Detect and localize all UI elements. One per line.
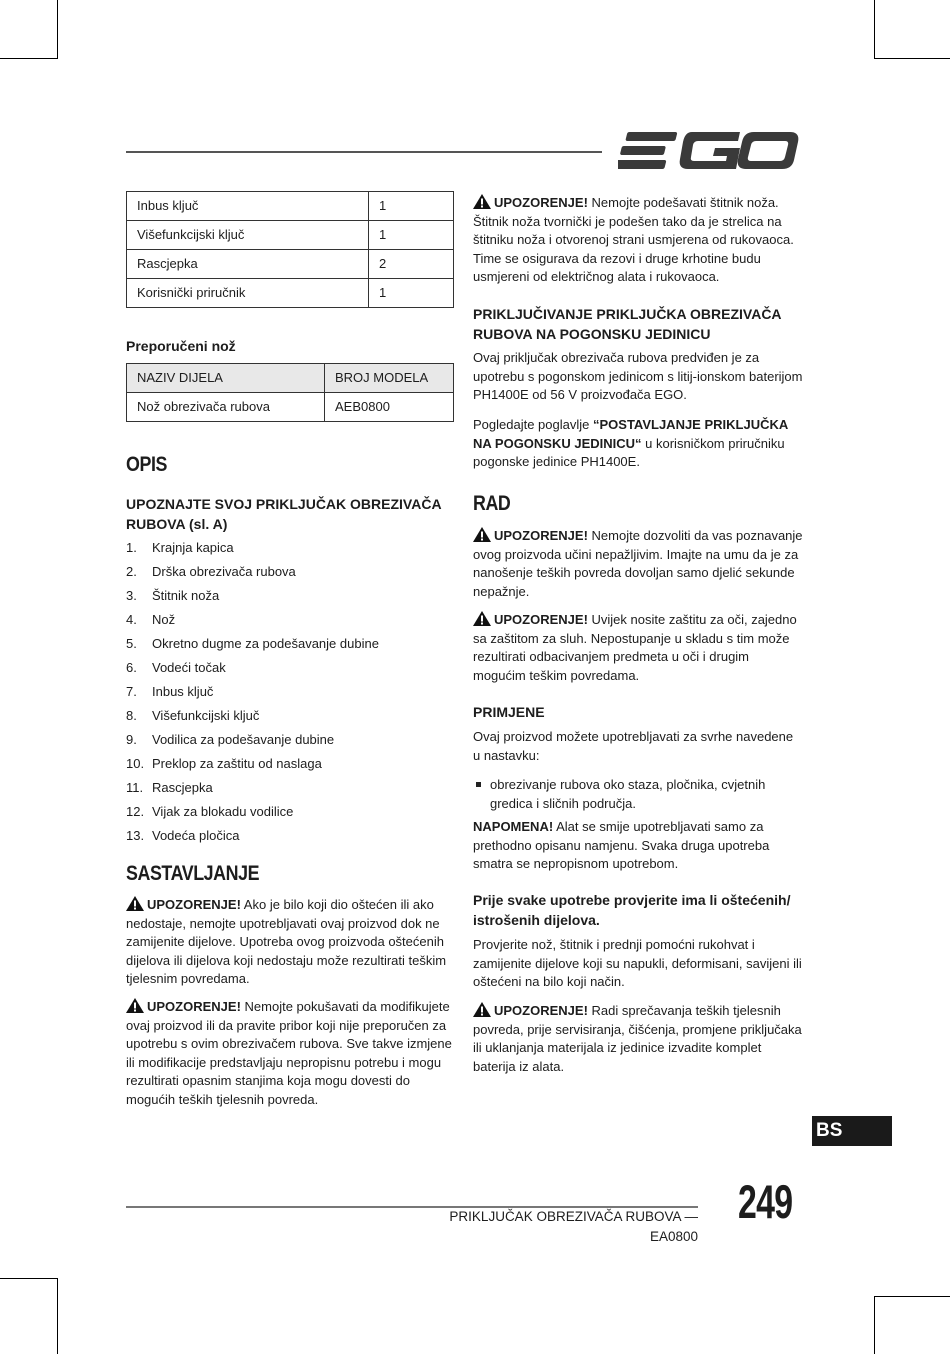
section-heading-opis: OPIS [126, 453, 167, 476]
list-item: 12. Vijak za blokadu vodilice [126, 804, 294, 819]
list-item: 10. Preklop za zaštitu od naslaga [126, 756, 322, 771]
list-item: 7. Inbus ključ [126, 684, 214, 699]
section-heading-rad: RAD [473, 492, 511, 515]
crop-mark [0, 58, 58, 59]
list-item: 2. Drška obrezivača rubova [126, 564, 296, 579]
warning-icon [473, 527, 491, 542]
crop-mark [874, 1296, 875, 1354]
crop-mark [57, 1278, 58, 1354]
warning-paragraph: UPOZORENJE! Uvijek nosite zaštitu za oči, zajedno sa zaštitom za sluh. Nepostupanje u skladu s tim može rezultirati odbacivanjem predmeta u oči i drugim mogućim teškim povredama. [473, 612, 797, 683]
list-item: 8. Višefunkcijski ključ [126, 708, 260, 723]
crop-mark [0, 1278, 58, 1279]
warning-paragraph: UPOZORENJE! Nemojte pokušavati da modifikujete ovaj proizvod ili da pravite pribor koji nije preporučen za upotrebu s ovim obrezivačem rubova. Sve takve izmjene ili modifikacije predstavljaju nepropisnu potrebu i mogu rezultirati opasnim stanjima koja mogu dovesti do mogućih teških tjelesnih povreda. [126, 999, 452, 1107]
crop-mark [874, 58, 950, 59]
check-paragraph: Provjerite nož, štitnik i prednji pomoćni rukohvat i zamijenite dijelove koji su napukli, deformisani, savijeni ili oštećeni na bilo koji način. [473, 937, 802, 989]
list-item: 11. Rascjepka [126, 780, 213, 795]
contents-table [126, 191, 454, 308]
warning-icon [473, 194, 491, 209]
check-heading: Prije svake upotrebe provjerite ima li oštećenih/ istrošenih dijelova. [473, 892, 791, 928]
napomena-paragraph: NAPOMENA! Alat se smije upotrebljavati samo za prethodno opisanu namjenu. Svaka druga upotreba smatra se nepropisnom upotrebom. [473, 819, 770, 871]
recommended-heading: Preporučeni nož [126, 338, 236, 354]
recommended-table [126, 363, 454, 422]
parts-list-wrap [126, 539, 454, 851]
attach-paragraph-2: Pogledajte poglavlje “POSTAVLJANJE PRIKLJUČKA NA POGONSKU JEDINICU“ u korisničkom priručniku pogonske jedinice PH1400E. [473, 417, 788, 469]
list-item: 13. Vodeća pločica [126, 828, 240, 843]
warning-icon [473, 611, 491, 626]
table-row: Rascjepka 2 [127, 250, 454, 279]
recommended-table-wrap [126, 363, 454, 422]
table-row: Nož obrezivača rubova AEB0800 [127, 393, 454, 422]
primjene-bullets [473, 776, 803, 813]
table-row: Inbus ključ 1 [127, 192, 454, 221]
ego-logo [618, 130, 800, 172]
warning-icon [473, 1002, 491, 1017]
table-row: Višefunkcijski ključ 1 [127, 221, 454, 250]
crop-mark [874, 0, 875, 59]
primjene-heading: PRIMJENE [473, 704, 545, 720]
attach-paragraph-1: Ovaj priključak obrezivača rubova predviđen je za upotrebu s pogonskom jedinicom s litij-ionskom baterijom PH1400E od 56 V proizvođača EGO. [473, 350, 803, 402]
warning-icon [126, 896, 144, 911]
attach-heading: PRIKLJUČIVANJE PRIKLJUČKA OBREZIVAČA RUBOVA NA POGONSKU JEDINICU [473, 306, 782, 342]
opis-subheading: UPOZNAJTE SVOJ PRIKLJUČAK OBREZIVAČA RUBOVA (sl. A) [126, 496, 442, 532]
primjene-paragraph: Ovaj proizvod možete upotrebljavati za svrhe navedene u nastavku: [473, 729, 794, 763]
contents-table-wrap [126, 191, 454, 308]
page-number: 249 [738, 1175, 793, 1228]
warning-paragraph: UPOZORENJE! Radi sprečavanja teških tjelesnih povreda, prije servisiranja, čišćenja, promjene priključaka ili uklanjanja materijala iz jedinice izvadite komplet baterija iz alata. [473, 1003, 802, 1074]
warning-paragraph: UPOZORENJE! Nemojte podešavati štitnik noža. Štitnik noža tvornički je podešen tako da je strelica na štitniku noža i otvorenoj strani usmjerena od rukovaoca. Time se osigurava da rezovi i druge krhotine budu usmjereni od električnog alata i rukovaoca. [473, 195, 794, 284]
list-item: 9. Vodilica za podešavanje dubine [126, 732, 335, 747]
warning-paragraph: UPOZORENJE! Nemojte dozvoliti da vas poznavanje ovog proizvoda učini nepažljivim. Imajte na umu da je za nanošenje teških povreda dovoljan samo djelić sekunde nepažnje. [473, 528, 803, 599]
list-item: 4. Nož [126, 612, 176, 627]
language-tab: BS [812, 1116, 892, 1146]
list-item: 1. Krajnja kapica [126, 540, 234, 555]
crop-mark [57, 0, 58, 59]
list-item: 5. Okretno dugme za podešavanje dubine [126, 636, 379, 651]
header-rule [126, 151, 602, 153]
warning-icon [126, 998, 144, 1013]
warning-paragraph: UPOZORENJE! Ako je bilo koji dio oštećen ili ako nedostaje, nemojte upotrebljavati ovaj proizvod dok ne zamijenite dijelove. Upotreba ovog proizvoda oštećenih dijelova ili dijelova koji nedostaju može rezultirati teškim tjelesnim povredama. [126, 897, 447, 986]
table-row: Korisnički priručnik 1 [127, 279, 454, 308]
table-header-row: NAZIV DIJELA BROJ MODELA [127, 364, 454, 393]
parts-list [126, 539, 454, 851]
list-item: 3. Štitnik noža [126, 588, 220, 603]
list-item: obrezivanje rubova oko staza, pločnika, cvjetnih gredica i sličnih područja. [473, 776, 803, 813]
footer-title: PRIKLJUČAK OBREZIVAČA RUBOVA — EA0800 [449, 1209, 698, 1244]
section-heading-sastavljanje: SASTAVLJANJE [126, 862, 260, 885]
crop-mark [874, 1296, 950, 1297]
list-item: 6. Vodeći točak [126, 660, 226, 675]
